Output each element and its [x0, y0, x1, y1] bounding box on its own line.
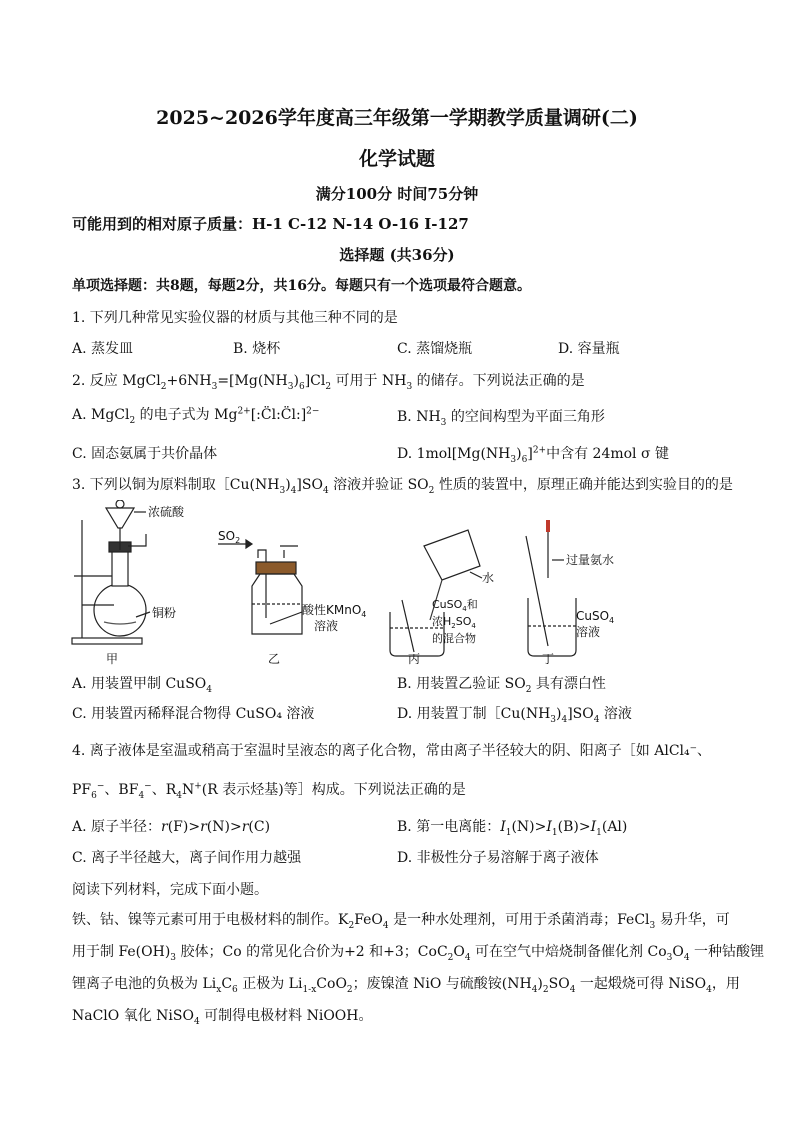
q3-option-b[interactable]: B. 用装置乙验证 $SO_2$ 具有漂白性	[397, 676, 606, 695]
label-bing: 丙	[408, 652, 421, 666]
reading-line-1: 铁、钴、镍等元素可用于电极材料的制作。$K_2FeO_4$ 是一种水处理剂，可用于杀菌消毒；FeCl$_3$ 易升华，可	[72, 912, 730, 931]
apparatus-bing	[390, 530, 494, 666]
apparatus-jia	[72, 500, 185, 666]
q4-option-d[interactable]: D. 非极性分子易溶解于离子液体	[397, 850, 599, 866]
reading-line-3: 锂离子电池的负极为 $Li_xC_6$ 正极为 $Li_{1-x}CoO_2$；废镍渣 NiO 与硫酸铵$(NH_4)_2SO_4$ 一起煅烧可得 NiSO$_4$，用	[72, 976, 740, 995]
label-cuso4-he: CuSO$_4$和	[432, 598, 478, 613]
apparatus-yi	[218, 529, 366, 666]
label-so2: $SO_2$	[218, 529, 241, 545]
label-shui: 水	[482, 571, 495, 585]
q2-stem: 2. 反应 $MgCl_2+6NH_3=[Mg(NH_3)_6]Cl_2$ 可用于 $NH_3$ 的储存。下列说法正确的是	[72, 373, 585, 392]
q1-option-a[interactable]: A. 蒸发皿	[72, 341, 134, 357]
subject-title: 化学试题	[358, 148, 435, 170]
q2-option-a[interactable]: A. MgCl$_2$ 的电子式为 $Mg^{2+}[:C̈l:C̈l:]^{2-}$	[72, 406, 320, 426]
q3-option-d[interactable]: D. 用装置丁制$[Cu(NH_3)_4]SO_4$ 溶液	[397, 706, 632, 725]
q4-option-b[interactable]: B. 第一电离能：$I_1(N)>I_1(B)>I_1(Al)$	[397, 819, 628, 838]
instruction: 单项选择题：共8题，每题2分，共16分。每题只有一个选项最符合题意。	[72, 278, 531, 294]
q2-option-c[interactable]: C. 固态氨属于共价晶体	[72, 446, 218, 462]
q4-option-a[interactable]: A. 原子半径：r(F)>r(N)>r(C)	[72, 819, 271, 835]
reading-line-2: 用于制 $Fe(OH)_3$ 胶体；Co 的常见化合价为+2 和+3；$CoC_2O_4$ 可在空气中焙烧制备催化剂 $Co_3O_4$ 一种钴酸锂	[72, 944, 765, 963]
label-guoliang: 过量氨水	[566, 553, 615, 567]
label-suanxing: 酸性KMnO$_4$	[302, 603, 367, 619]
label-rongye2: 溶液	[576, 625, 601, 639]
label-nong-h2so4: 浓$H_2SO_4$	[432, 615, 476, 630]
q1-option-c[interactable]: C. 蒸馏烧瓶	[397, 341, 473, 357]
q3-option-c[interactable]: C. 用装置丙稀释混合物得 CuSO₄ 溶液	[72, 706, 315, 722]
q3-stem: 3. 下列以铜为原料制取$[Cu(NH_3)_4]SO_4$ 溶液并验证 $SO_2$ 性质的装置中，原理正确并能达到实验目的的是	[72, 477, 733, 496]
label-rongye: 溶液	[314, 619, 339, 633]
q2-option-b[interactable]: B. $NH_3$ 的空间构型为平面三角形	[397, 409, 605, 428]
label-hunhewu: 的混合物	[432, 632, 476, 645]
label-jia: 甲	[106, 652, 119, 666]
apparatus-ding	[526, 520, 614, 666]
section-title: 选择题 (共36分)	[339, 246, 455, 264]
exam-title: 2025~2026学年度高三年级第一学期教学质量调研(二)	[156, 107, 638, 129]
label-tongfen: 铜粉	[152, 606, 177, 620]
label-yi: 乙	[268, 652, 281, 666]
reading-line-4: NaClO 氧化 NiSO$_4$ 可制得电极材料 NiOOH。	[72, 1008, 373, 1027]
label-ding: 丁	[542, 652, 555, 666]
q4-stem: 4. 离子液体是室温或稍高于室温时呈液态的离子化合物，常由离子半径较大的阴、阳离子［如 AlCl₄⁻、	[72, 743, 712, 759]
label-cuso4: CuSO$_4$	[576, 609, 615, 625]
q1-stem: 1. 下列几种常见实验仪器的材质与其他三种不同的是	[72, 310, 398, 326]
q4-stem-cont: $PF_6^-$、$BF_4^-$、$R_4N^+(R$ 表示烃基)等］构成。下列说法正确的是	[72, 781, 466, 801]
atomic-mass: 可能用到的相对原子质量：H-1 C-12 N-14 O-16 I-127	[72, 215, 469, 233]
q3-option-a[interactable]: A. 用装置甲制 CuSO$_4$	[72, 676, 212, 695]
label-nongliusuan: 浓硫酸	[148, 505, 185, 519]
q4-option-c[interactable]: C. 离子半径越大，离子间作用力越强	[72, 850, 302, 866]
score-time: 满分100分 时间75分钟	[315, 185, 479, 203]
apparatus-figure	[70, 500, 670, 670]
q2-option-d[interactable]: D. $1mol[Mg(NH_3)_6]^{2+}$中含有 24mol σ 键	[397, 445, 669, 465]
reading-intro: 阅读下列材料，完成下面小题。	[72, 882, 268, 898]
q1-option-d[interactable]: D. 容量瓶	[558, 341, 620, 357]
q1-option-b[interactable]: B. 烧杯	[233, 341, 281, 357]
